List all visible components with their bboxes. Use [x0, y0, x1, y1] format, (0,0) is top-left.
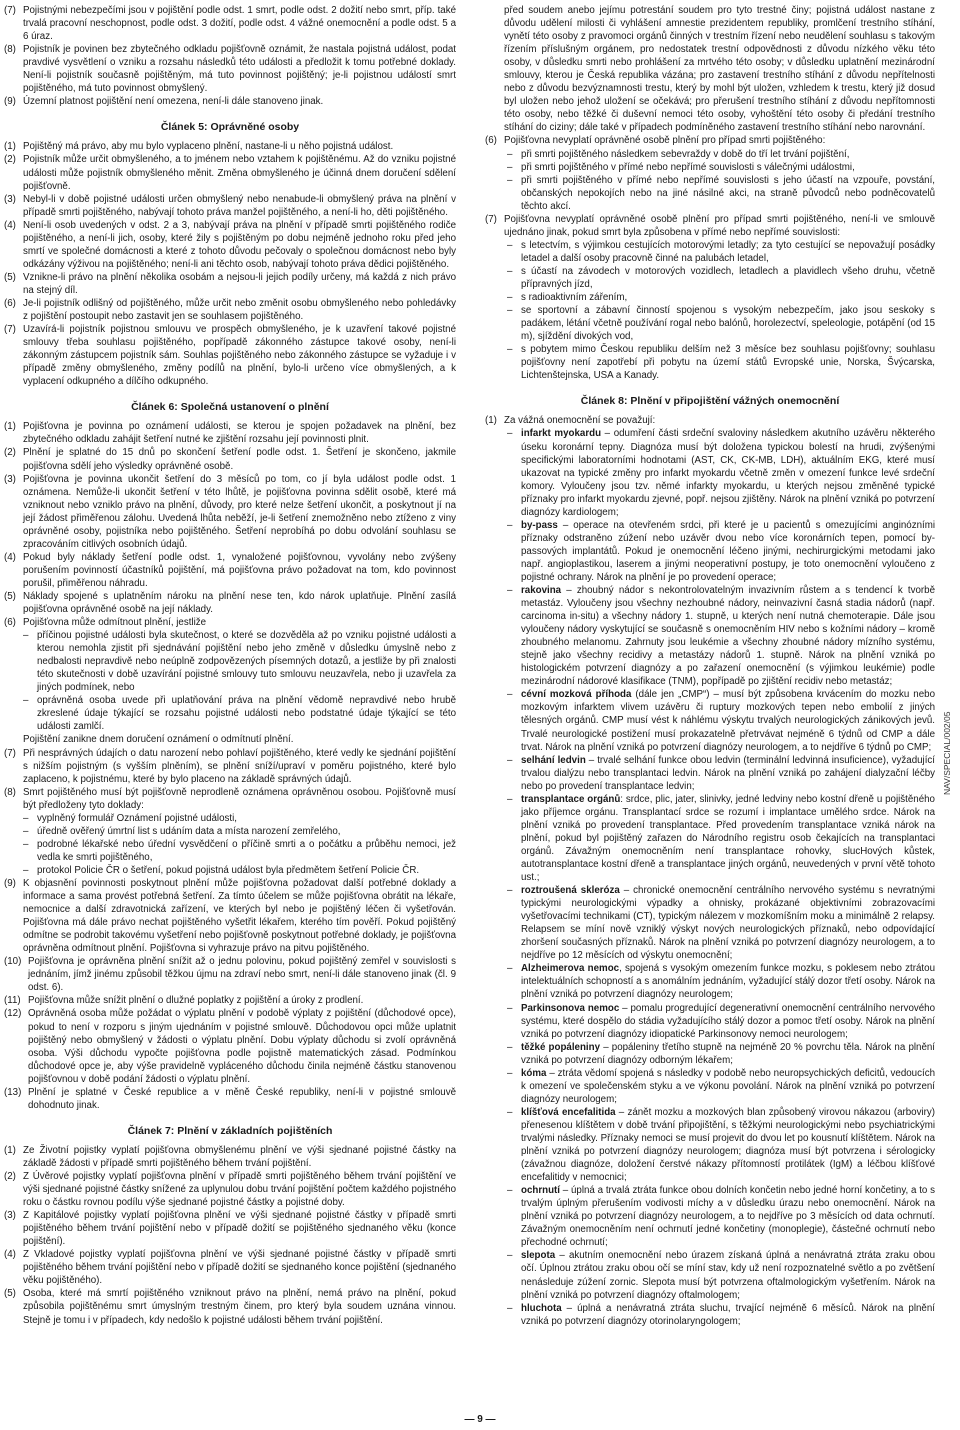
article-8-heading: Článek 8: Plnění v připojištění vážných onemocnění — [580, 395, 840, 408]
list-item: (1) Ze Životní pojistky vyplatí pojišťovna obmyšlenému plnění ve výši sjednané pojistné částky na základě žádosti v případě smrti pojištěného během trvání pojištění. — [4, 1144, 456, 1169]
list-item: (8) Pojistník je povinen bez zbytečného odkladu pojišťovně oznámit, že nastala pojistná událost, podat pravdivé vysvětlení o vzniku a rozsahu následků této události a předložit k tomu potřebné doklady. Není-li pojistník současně pojištěným, má tuto povinnost pojištěný; je-li pojistnou událostí smrt pojištěného, má tuto povinnost obmyšlený. — [4, 44, 456, 95]
list-item: (6) Pojišťovna může odmítnout plnění, jestliže — [4, 617, 207, 629]
left-column — [4, 4, 456, 1327]
article-5-heading: Článek 5: Oprávněné osoby — [160, 121, 300, 134]
list-item: (4) Pokud byly náklady šetření podle odst. 1, vynaložené pojišťovnou, vyvolány nebo zvýšeny porušením povinností účastníků pojištění, má pojišťovna právo požadovat na tom, kdo povinnost porušil, přiměřenou náhradu. — [4, 551, 456, 589]
dash-item: – úředně ověřený úmrtní list s udáním data a místa narození zemřelého, — [23, 825, 456, 838]
article-7-heading: Článek 7: Plnění v základních pojištěních — [127, 1124, 333, 1137]
list-item: (2) Plnění je splatné do 15 dnů po skončení šetření podle odst. 1. Šetření je skončeno, jakmile pojišťovna sdělí jeho výsledky oprávněné osobě. — [4, 447, 456, 472]
list-item: (6) Pojišťovna nevyplatí oprávněné osobě plnění pro případ smrti pojištěného: — [485, 135, 826, 147]
list-item: (13) Plnění je splatné v České republice a v měně České republiky, není-li v pojistné smlouvě dohodnuto jinak. — [4, 1086, 456, 1111]
dash-item: – vyplněný formulář Oznámení pojistné události, — [23, 812, 456, 825]
disease-item: – Alzheimerova nemoc, spojená s vysokým omezením funkce mozku, s poklesem nebo ztrátou intelektuálních schopností a s anomálním jednáním, vyžadující stálý dozor třetí osoby. Nárok na plnění vzniká po potvrzení diagnózy neurologem; — [507, 962, 935, 1001]
dash-list — [507, 148, 935, 213]
disease-item: – Parkinsonova nemoc – pomalu progredující degenerativní onemocnění centrálního nervového systému, které dospělo do stádia vyžadujícího stálý dozor a pomoc třetí osoby. Nárok na plnění vzniká po potvrzení diagnózy idiopatické Parkinsonovy nemoci neurologem; — [507, 1002, 935, 1041]
list-item: (7) Při nesprávných údajích o datu narození nebo pohlaví pojištěného, které vedly ke sjednání pojištění s nižším pojistným (s vyšším plněním), se plnění sníží/upraví v poměru pojistného, které bylo zaplaceno, k pojistnému, které by bylo placeno na základě správných údajů. — [4, 747, 456, 785]
article-7-items — [4, 1144, 456, 1327]
paragraph: Pojištění zanikne dnem doručení oznámení o odmítnutí plnění. — [23, 734, 294, 746]
disease-item: – transplantace orgánů: srdce, plic, jater, slinivky, jedné ledviny nebo kostní dřeně u pojištěného jako příjemce orgánu. Transplantací srdce se rozumí i implantace umělého srdce. Nárok na plnění vzniká po provedení transplantace. Před provedením transplantace vzniká nárok na plnění, pokud byl pojištěný zařazen do Národního registru osob čekajících na transplantaci orgánů. Závažným onemocněním není transplantace rohovky, slucHových kůstek, autotransplantace kostní dřeně a transplantace jiných orgánů, neuvedených v první větě tohoto ust.; — [507, 793, 935, 884]
list-item: (1) Pojišťovna je povinna po oznámení události, se kterou je spojen požadavek na plnění, bez zbytečného odkladu zahájit šetření nutné ke zjištění rozsahu její povinnosti plnit. — [4, 421, 456, 446]
list-item: (4) Z Vkladové pojistky vyplatí pojišťovna plnění ve výši sjednané pojistné částky v případě smrti pojištěného během trvání pojištění nebo v případě dožití se sjednaného konce pojištění (sjednaného věku pojištěného). — [4, 1249, 456, 1287]
disease-item: – infarkt myokardu – odumření části srdeční svaloviny následkem akutního uzávěru některého úseku koronární tepny. Diagnóza musí být doložena typickou bolestí na hrudi, zvýšenými specifickými laboratorními hodnotami (AST, CK, CK-MB, LDH), aktuálním EKG, které musí ukazovat na typické změny pro infarkt myokardu včetně změn v omezení funkce levé srdeční komory. Vyloučeny jsou tzv. němé infarkty myokardu, u kterých nejsou změněné typické příznaky pro infarkt myokardu zjevné, popř. nejsou zjištěny. Nárok na plnění vzniká po potvrzení diagnózy kardiologem; — [507, 427, 935, 518]
disease-item: – hluchota – úplná a nenávratná ztráta sluchu, trvající nejméně 6 měsíců. Nárok na plnění vzniká po potvrzení diagnózy otorinolaryngologem; — [507, 1302, 935, 1328]
list-item: (3) Z Kapitálové pojistky vyplatí pojišťovna plnění ve výši sjednané pojistné částky v případě smrti pojištěného během trvání pojištění nebo v případě dožití se pojištěného sjednaného věku (konce pojištění). — [4, 1210, 456, 1248]
list-item: (6) Je-li pojistník odlišný od pojištěného, může určit nebo změnit osobu obmyšleného nebo pohledávky z pojištění postoupit nebo zastavit jen se souhlasem pojištěného. — [4, 297, 456, 323]
disease-item: – roztroušená skleróza – chronické onemocnění centrálního nervového systému s nevratnými typickými neurologickými výpadky a ohnisky, prokázané objektivními zobrazovacími vyšetřovacími technikami (CT), typickým nálezem v mozkomíšním moku a minimálně 2 relapsy. Relapsem se míní nově vzniklý výskyt nových neurologických příznaků, nebo odpovídající zhoršení současných příznaků. Nárok na plnění vzniká po potvrzení diagnózy neurologem, a to nejdříve po 12 měsících od výskytu onemocnění; — [507, 884, 935, 962]
dash-item: – s letectvím, s výjimkou cestujících motorovými letadly; za tyto cestující se nepovažují posádky letadel a další osoby pracovně činné na palubách letadel, — [507, 239, 935, 265]
dash-item: – s radioaktivním zářením, — [507, 291, 935, 304]
dash-item: – při smrti pojištěného v přímé nebo nepřímé souvislosti s válečnými událostmi, — [507, 161, 935, 174]
dash-item: – protokol Policie ČR o šetření, pokud pojistná událost byla předmětem šetření Policie ČR. — [23, 864, 456, 877]
disease-item: – ochrnutí – úplná a trvalá ztráta funkce obou dolních končetin nebo jedné horní končetiny, a to s trvalým úplným přerušením vodivosti míchy a v důsledku úrazu nebo onemocnění. Nárok na plnění vzniká po potvrzení diagnózy neurologem, a to nejdříve po 3 měsících od data ochrnutí. Závažným onemocněním není ochrnutí jedné končetiny (monoplegie), částečné ochrnutí nebo přechodné ochrnutí; — [507, 1184, 935, 1249]
list-item: (5) Náklady spojené s uplatněním nároku na plnění nese ten, kdo nárok uplatňuje. Plnění zasílá pojišťovna oprávněné osobě na její náklady. — [4, 590, 456, 616]
disease-item: – by-pass – operace na otevřeném srdci, při které je u pacientů s omezujícími anginózními příznaky odstraněno zúžení nebo uzávěr dvou nebo více koronárních tepen, pomocí by-passových implantátů. Pokud je onemocnění léčeno jinými, nechirurgickými metodami jako např. angioplastikou, laserem a jinými neoperativní postupy, je toto onemocnění vyloučeno z pojistné ochrany. Nárok na plnění je po provedení operace; — [507, 519, 935, 584]
dash-item: – při smrti pojištěného následkem sebevraždy v době do tří let trvání pojištění, — [507, 148, 935, 161]
list-item: (4) Není-li osob uvedených v odst. 2 a 3, nabývají práva na plnění v případě smrti pojištěného rodiče pojištěného, a není-li jich, osoby, které žily s pojištěným po dobu nejméně jednoho roku před jeho smrtí ve společné domácnosti a které z tohoto důvodu pečovaly o společnou domácnost nebo byly odkázány výživou na pojištěného; není-li ani těchto osob, nabývají tohoto práva dědici pojištěného. — [4, 219, 456, 270]
dash-item: – s účastí na závodech v motorových vozidlech, letadlech a plavidlech všeho druhu, včetně přípravných jízd, — [507, 265, 935, 291]
dash-list — [23, 629, 456, 746]
dash-list — [23, 812, 456, 877]
article-6-heading: Článek 6: Společná ustanovení o plnění — [131, 401, 329, 414]
dash-item: – se sportovní a zábavní činností spojenou s vysokým nebezpečím, jako jsou seskoky s padákem, létání včetně používání rogal nebo balónů, horolezectví, speleologie, potápění (od 15 m), sjíždění divokých vod, — [507, 304, 935, 343]
list-item: (5) Vznikne-li právo na plnění několika osobám a nejsou-li jejich podíly určeny, má každá z nich právo na stejný díl. — [4, 271, 456, 296]
list-item: (7) Uzavírá-li pojistník pojistnou smlouvu ve prospěch obmyšleného, je k uzavření takové pojistné smlouvy třeba souhlasu pojištěného, popřípadě zákonného zástupce takové osoby, není-li zákonným zástupcem pojistník sám. Souhlas pojištěného nebo zákonného zástupce se vyžaduje i v případě změny obmyšleného, změny podílů na plnění, bylo-li určeno více obmyšlených, a k vyplacení odkupného a dílčího odkupného. — [4, 324, 456, 388]
list-item: (5) Osoba, které má smrtí pojištěného vzniknout právo na plnění, nemá právo na plnění, pokud způsobila pojištěnému smrt úmyslným trestným činem, pro který byla soudem uznána vinnou. Stejně je tomu i v případech, kdy nedošlo k pojistné události během trvání pojištění. — [4, 1288, 456, 1326]
article-5-items — [4, 140, 456, 388]
list-item: (2) Pojistník může určit obmyšleného, a to jménem nebo vztahem k pojištěnému. Až do vzniku pojistné události může pojistník obmyšleného měnit. Změna obmyšleného je účinná dnem doručení sdělení pojišťovně. — [4, 154, 456, 192]
dash-item: – při smrti pojištěného v přímé nebo nepřímé souvislosti s jeho účastí na vzpouře, povstání, občanských nepokojích nebo na jiné násilné akci, na straně původců nebo podněcovatelů těchto akcí. — [507, 174, 935, 213]
disease-item: – kóma – ztráta vědomí spojená s následky v podobě nebo neuropsychických deficitů, vedoucích k omezení ve společenském styku a ve výkonu povolání. Nárok na plnění vzniká po potvrzení diagnózy neurologem; — [507, 1067, 935, 1106]
disease-item: – cévní mozková příhoda (dále jen „CMP“) – musí být způsobena krvácením do mozku nebo mozkovým infarktem vlivem uzávěru či ruptury mozkových tepen nebo embolií z jiných tělesných orgánů. CMP musí vést k náhlému výskytu trvalých neurologických zánikových jevů. Trvalé neurologické postižení musí prokazatelně přetrvávat nejméně 6 týdnů od CMP a dále trvat. Nárok na plnění vzniká po potvrzení diagnózy neurologem, a to nejdříve 6 týdnů po CMP; — [507, 688, 935, 753]
disease-item: – klíšťová encefalitida – zánět mozku a mozkových blan způsobený virovou nákazou (arboviry) přenesenou klíštětem v době trvání připojištění, s těžkými neurologickými nebo psychiatrickými trvalými následky. Příznaky nemoci se musí projevit do dvou let po kousnutí klíštětem. Nárok na plnění vzniká po potvrzení diagnózy neurologem; diagnóza musí být potvrzena i sérologicky (závažnou diagnóze, doložení čerstvé nákazy přítomností protilátek (IgM) a léčbou klíšťové encefalitidy v nemocnici; — [507, 1106, 935, 1184]
dash-item: – oprávněná osoba uvede při uplatňování práva na plnění vědomě nepravdivé nebo hrubě zkreslené údaje týkající se rozsahu pojistné události nebo podstatné údaje týkající se této události zamlčí. — [23, 694, 456, 733]
top-items — [4, 4, 456, 108]
list-item: (11) Pojišťovna může snížit plnění o dlužné poplatky z pojištění a úroky z prodlení. — [4, 995, 364, 1007]
document-code: NAV/SPECIAL/002/05 — [942, 711, 952, 795]
dash-item: – s pobytem mimo Českou republiku delším než 3 měsíce bez souhlasu pojišťovny; souhlasu pojišťovny není zapotřebí při pobytu na území států Evropské unie, Norska, Švýcarska, Lichtenštejnska, USA a Kanady. — [507, 343, 935, 382]
list-item: (3) Nebyl-li v době pojistné události určen obmyšlený nebo nenabude-li obmyšlený práva na plnění v případě smrti pojištěného, nabývají tohoto práva manžel pojištěného, a není-li ho, děti pojištěného. — [4, 193, 456, 218]
dash-item: – příčinou pojistné události byla skutečnost, o které se dozvěděla až po vzniku pojistné události a kterou nemohla zjistit při sjednávání pojištění nebo jeho změně v důsledku úmyslně nebo z nedbalosti nepravdivě nebo neúplně zodpovězených písemných dotazů, a jestliže by při znalosti této skutečnosti v době uzavírání pojistné smlouvy tuto smlouvu neuzavřela, nebo ji uzavřela za jiných podmínek, nebo — [23, 629, 456, 694]
list-item: (7) Pojišťovna nevyplatí oprávněné osobě plnění pro případ smrti pojištěného, není-li ve smlouvě ujednáno jinak, pokud smrt byla způsobena v přímé nebo nepřímé souvislosti: — [485, 213, 935, 238]
list-item: (3) Pojišťovna je povinna ukončit šetření do 3 měsíců po tom, co jí byla událost podle odst. 1 oznámena. Nemůže-li ukončit šetření v této lhůtě, je pojišťovna povinna sdělit osobě, které má vzniknout nebo vzniklo právo na plnění, důvody, pro které nelze šetření ukončit, a poskytnout jí na její žádost přiměřenou zálohu. Uvedená lhůta neběží, je-li šetření znemožněno nebo ztíženo z viny oprávněné osoby, pojistníka nebo pojištěného. Šetření neprobíhá po dobu odvolání souhlasu se zpracováním citlivých osobních údajů. — [4, 473, 456, 550]
list-item: (9) Územní platnost pojištění není omezena, není-li dále stanoveno jinak. — [4, 96, 324, 108]
page-number: — 9 — — [464, 1414, 496, 1425]
dash-list — [507, 239, 935, 383]
disease-item: – slepota – akutním onemocnění nebo úrazem získaná úplná a nenávratná ztráta zraku obou očí. Úplnou ztrátou zraku obou očí se míní stav, kdy už není rozpoznatelné světlo a po zvětšení nenásleduje zúžení zornic. Slepota musí být potvrzena oftalmologickým vyšetřením. Nárok na plnění vzniká po potvrzení diagnózy oftalmologem; — [507, 1249, 935, 1301]
list-item: (2) Z Úvěrové pojistky vyplatí pojišťovna plnění v případě smrti pojištěného během trvání pojištění ve výši sjednané pojistné částky snížené za uplynulou dobu trvání pojištění počtem každého pojistného roku o částku rovnou podílu výše sjednané pojistné částky a pojistné doby. — [4, 1170, 456, 1209]
disease-item: – těžké popáleniny – popáleniny třetího stupně na nejméně 20 % povrchu těla. Nárok na plnění vzniká po potvrzení diagnózy odborným lékařem; — [507, 1041, 935, 1067]
list-item: (10) Pojišťovna je oprávněna plnění snížit až o jednu polovinu, pokud pojištěný zemřel v souvislosti s jednáním, jímž jinému způsobil těžkou újmu na zdraví nebo smrt, není-li dále stanoveno jinak (čl. 9 odst. 6). — [4, 956, 456, 994]
list-item: (1) Pojištěný má právo, aby mu bylo vyplaceno plnění, nastane-li u něho pojistná událost. — [4, 141, 394, 153]
dash-item: – podrobné lékařské nebo úřední vysvědčení o příčině smrti a o počátku a průběhu nemoci, jež vedla ke smrti pojištěného, — [23, 838, 456, 864]
list-item: (7) Pojistnými nebezpečími jsou v pojištění podle odst. 1 smrt, podle odst. 2 dožití nebo smrt, příp. také trvalá pracovní neschopnost, podle odst. 3 dožití, podle odst. 4 vážné onemocnění a podle odst. 5 a 6 úraz. — [4, 5, 456, 43]
disease-item: – selhání ledvin – trvalé selhání funkce obou ledvin (terminální ledvinná insuficience), vyžadující trvalou dialýzu nebo transplantaci ledvin. Nárok na plnění vzniká po zahájení dialyzační léčby nebo po provedení transplantace ledvin; — [507, 754, 935, 793]
disease-item: – rakovina – zhoubný nádor s nekontrolovatelným invazivním růstem a s tendencí k tvorbě metastáz. Vyloučeny jsou všechny nezhoubné nádory, neinvazivní časná stadia nádorů (např. carcinoma in-situ) a všechny nádory 1. stupně, u kterých není nutná chemoterapie. Dále jsou vyloučeny nádory vyskytující se současně s onemocněním HIV nebo s kožními nádory – kromě zhoubného melanomu. Zahrnuty jsou leukémie a všechny zhoubné nádory mízního systému, stejně jako všechny recidivy a metastázy nádorů 1. stupně. Nárok na plnění vzniká po histologickém potvrzení diagnózy a po zařazení onemocnění (s výjimkou leukémie) podle mezinárodní nádorové klasifikace (TNM), popřípadě po zjištění recidiv nebo metastáz; — [507, 584, 935, 688]
list-item: (1) Za vážná onemocnění se považují: — [485, 415, 656, 427]
list-item: (9) K objasnění povinnosti poskytnout plnění může pojišťovna požadovat další potřebné doklady a informace a sama provést potřebná šetření. Za tímto účelem se může pojišťovna obrátit na lékaře, nemocnice a další zdravotnická zařízení, ve kterých byl nebo je pojištěný léčen či vyšetřován. Pojišťovna má dále právo nechat pojištěného vyšetřit lékařem, kterého tím pověří. Pokud pojištěný odmítne se podrobit takovému vyšetření nebo pojišťovně poskytnout potřebné doklady, je pojišťovna oprávněna odmítnout plnění. Pojišťovna si vyhrazuje právo na pitvu pojištěného. — [4, 878, 456, 955]
list-item: (12) Oprávněná osoba může požádat o výplatu plnění v podobě výplaty z pojištění (důchodové opce), pokud to není v rozporu s jiným ujednáním v pojistné smlouvě. Důchodovou opci může uplatnit pojištěný nebo obmyšlený v žádosti o výplatu plnění. Dobu výplaty důchodu si zvolí oprávněná osoba. Výši důchodu vypočte pojišťovna podle pojistně matematických zásad. Podmínkou důchodové opce je, aby výše pravidelně vypláceného důchodu činila nejméně částku stanovenou pojišťovnou v době podání žádosti o výplatu plnění. — [4, 1008, 456, 1085]
article-6-items — [4, 420, 456, 1111]
right-column — [485, 4, 935, 1328]
paragraph: před soudem anebo jejímu potrestání soudem pro tyto trestné činy; pojistná událost nastane z důvodu udělení milosti či vyhlášení amnestie prezidentem republiky, promlčení trestního stíhání, vynětí této osoby z pravomoci orgánů činných v trestním řízení nebo neudělení souhlasu s takovým řízením příslušným orgánem, pro nedostatek trestní odpovědnosti z důvodu nízkého věku této osoby, v důsledku smrti nebo prohlášení za mrtvého této osoby; v důsledku uplatnění mezinárodní smlouvy, kterou je Česká republika vázána; pro zastavení trestního stíhání z důvodu nepřítelnosti nebo z důvodu bezvýznamnosti trestu, který by mohl být uložen, vzhledem k trestu, který již dosud byl uložen nebo jehož uložení se očekává; pro přerušení trestního stíhání z důvodu nepřítomnosti této osoby, nebo těžké či duševní nemoci této osoby, vyhoštění této osoby či předání trestního stíhání do ciziny; dále také v případech podmíněného zastavení trestního stíhání nebo narovnání. — [504, 5, 935, 134]
list-item: (8) Smrt pojištěného musí být pojišťovně neprodleně oznámena oprávněnou osobou. Pojišťovně musí být předloženy tyto doklady: — [4, 786, 456, 811]
disease-list — [507, 427, 935, 1327]
